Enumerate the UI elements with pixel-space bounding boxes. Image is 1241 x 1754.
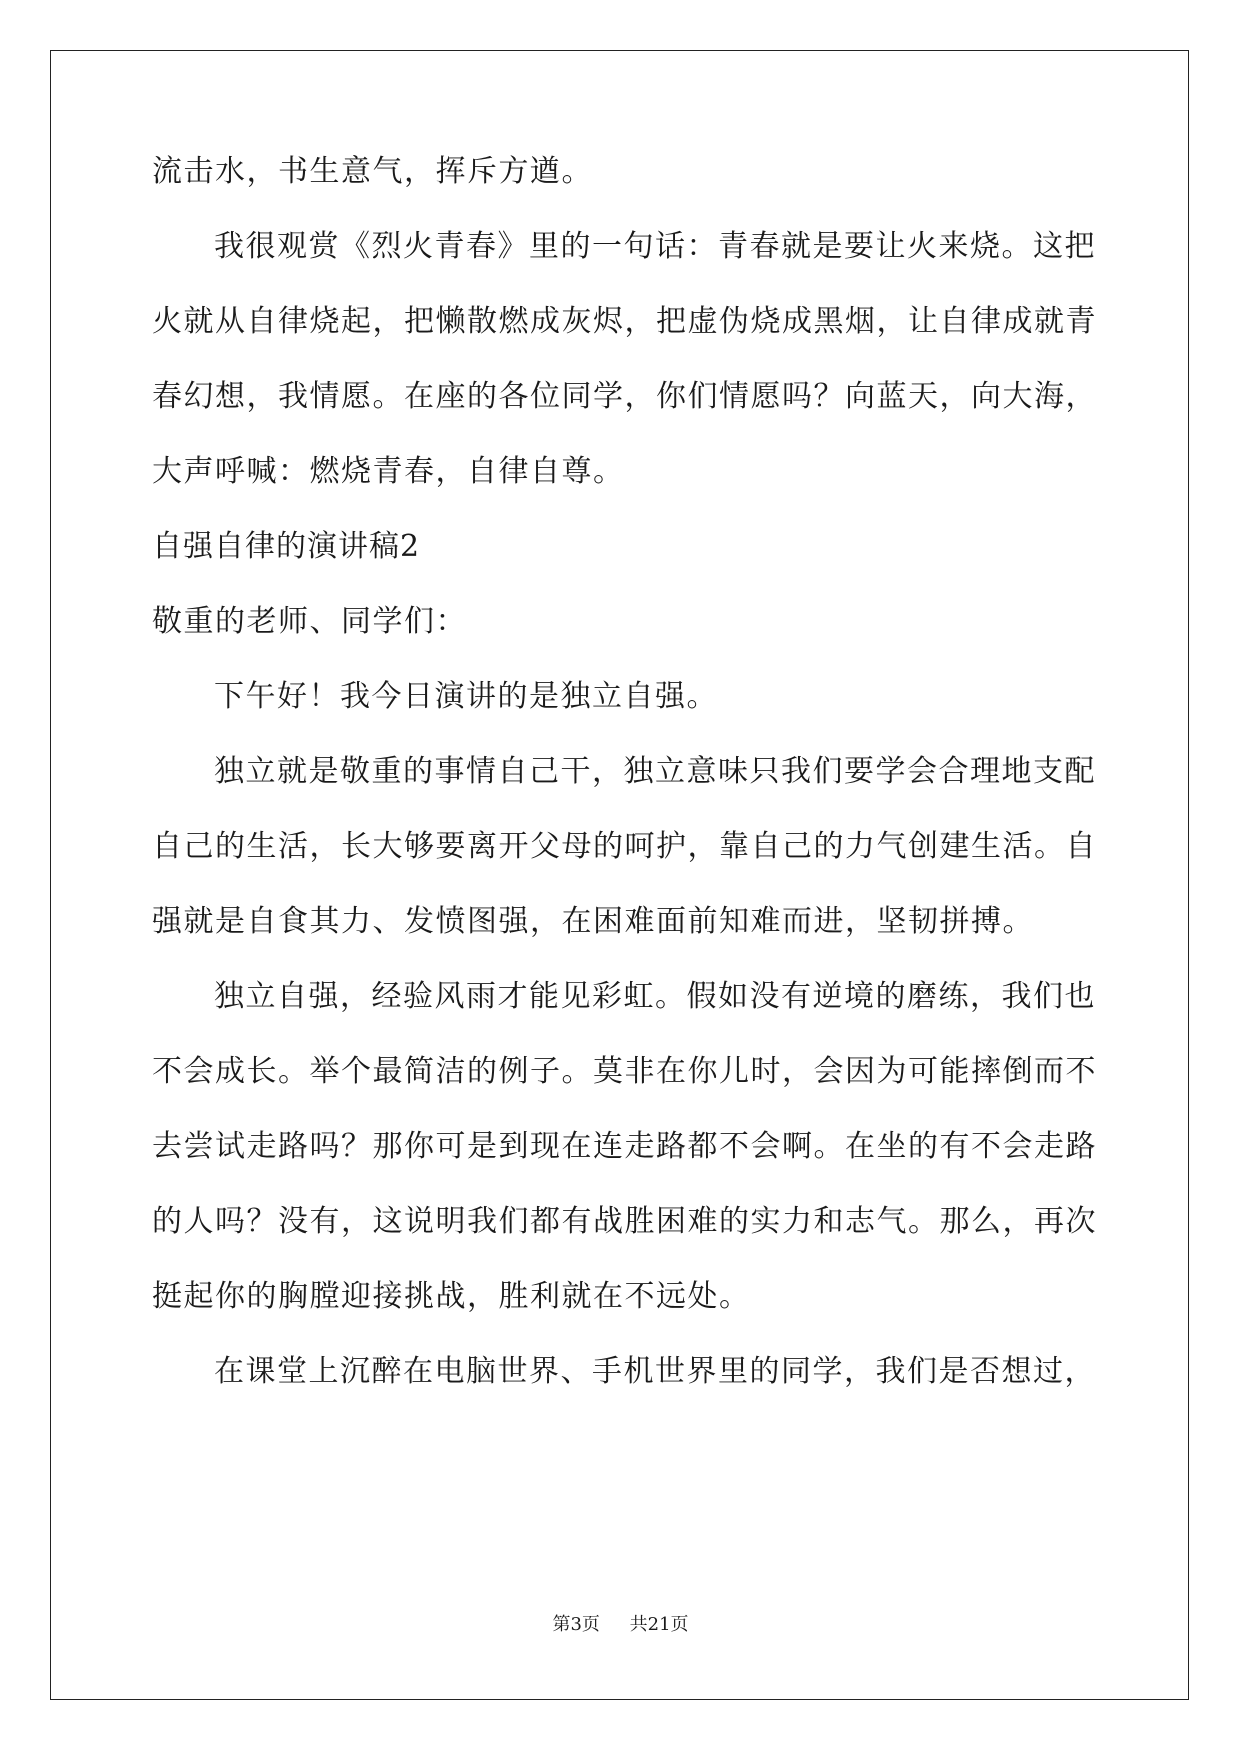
paragraph-start: 独立就是敬重的事情自己干，独立意味只我们要学会合理地支配 <box>214 754 1096 789</box>
body-line: 春幻想，我情愿。在座的各位同学，你们情愿吗？向蓝天，向大海， <box>152 379 1097 414</box>
section-heading: 自强自律的演讲稿2 <box>152 529 421 564</box>
page-number: 第3页 <box>552 1614 600 1635</box>
page-footer <box>0 1610 1241 1636</box>
page-total: 共21页 <box>629 1614 689 1635</box>
body-line: 强就是自食其力、发愤图强，在困难面前知难而进，坚韧拼搏。 <box>152 904 1034 939</box>
body-line: 自己的生活，长大够要离开父母的呵护，靠自己的力气创建生活。自 <box>152 829 1097 864</box>
body-line: 不会成长。举个最简洁的例子。莫非在你儿时，会因为可能摔倒而不 <box>152 1054 1097 1089</box>
salutation: 敬重的老师、同学们： <box>152 604 467 639</box>
page-border <box>50 50 1189 1700</box>
body-line: 大声呼喊：燃烧青春，自律自尊。 <box>152 454 625 489</box>
body-line: 流击水，书生意气，挥斥方遒。 <box>152 154 593 189</box>
body-line: 的人吗？没有，这说明我们都有战胜困难的实力和志气。那么，再次 <box>152 1204 1097 1239</box>
body-line: 去尝试走路吗？那你可是到现在连走路都不会啊。在坐的有不会走路 <box>152 1129 1097 1164</box>
paragraph-start: 独立自强，经验风雨才能见彩虹。假如没有逆境的磨练，我们也 <box>214 979 1096 1014</box>
paragraph-start: 我很观赏《烈火青春》里的一句话：青春就是要让火来烧。这把 <box>214 229 1096 264</box>
paragraph-start: 在课堂上沉醉在电脑世界、手机世界里的同学，我们是否想过， <box>214 1354 1096 1389</box>
body-line: 挺起你的胸膛迎接挑战，胜利就在不远处。 <box>152 1279 751 1314</box>
paragraph-start: 下午好！我今日演讲的是独立自强。 <box>214 679 718 714</box>
body-line: 火就从自律烧起，把懒散燃成灰烬，把虚伪烧成黑烟，让自律成就青 <box>152 304 1097 339</box>
